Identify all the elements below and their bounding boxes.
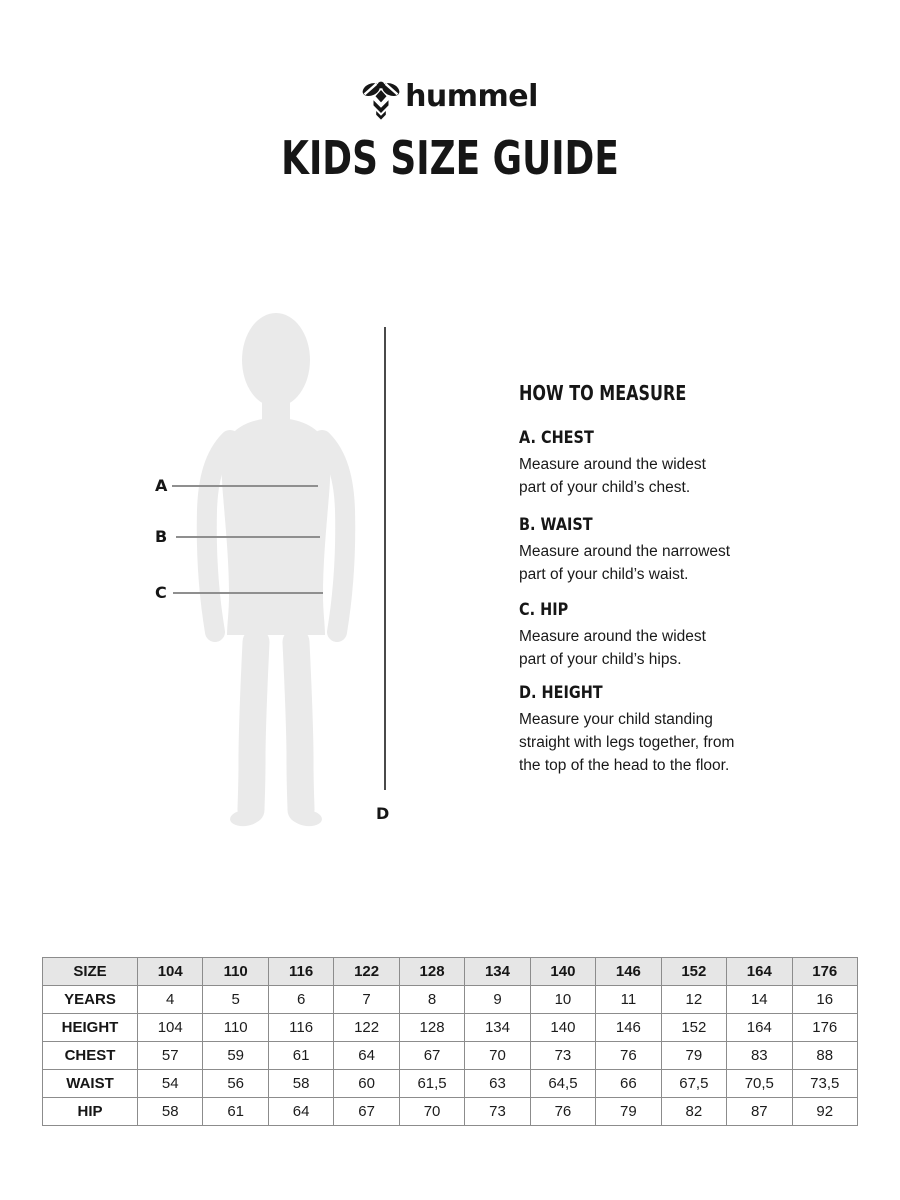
table-header-cell: 146 xyxy=(596,958,661,986)
value-cell: 14 xyxy=(727,986,792,1014)
marker-a-label: A xyxy=(155,476,168,495)
table-header-cell: 134 xyxy=(465,958,530,986)
value-cell: 57 xyxy=(138,1042,203,1070)
table-header-cell: 140 xyxy=(530,958,595,986)
row-label-cell: CHEST xyxy=(43,1042,138,1070)
value-cell: 152 xyxy=(661,1014,726,1042)
value-cell: 61 xyxy=(203,1098,268,1126)
value-cell: 92 xyxy=(792,1098,857,1126)
table-header-cell: 128 xyxy=(399,958,464,986)
table-row xyxy=(43,1098,858,1126)
value-cell: 61,5 xyxy=(399,1070,464,1098)
table-header-cell: SIZE xyxy=(43,958,138,986)
value-cell: 60 xyxy=(334,1070,399,1098)
value-cell: 12 xyxy=(661,986,726,1014)
value-cell: 134 xyxy=(465,1014,530,1042)
table-header-row xyxy=(43,958,858,986)
value-cell: 82 xyxy=(661,1098,726,1126)
table-row xyxy=(43,1070,858,1098)
value-cell: 73 xyxy=(465,1098,530,1126)
value-cell: 9 xyxy=(465,986,530,1014)
hummel-bee-icon xyxy=(362,81,400,122)
value-cell: 73 xyxy=(530,1042,595,1070)
value-cell: 67 xyxy=(334,1098,399,1126)
value-cell: 88 xyxy=(792,1042,857,1070)
value-cell: 64,5 xyxy=(530,1070,595,1098)
marker-d-label: D xyxy=(376,804,390,823)
value-cell: 73,5 xyxy=(792,1070,857,1098)
value-cell: 140 xyxy=(530,1014,595,1042)
measure-section xyxy=(519,430,799,499)
hip-measure-line xyxy=(173,592,323,594)
table-header-cell: 164 xyxy=(727,958,792,986)
value-cell: 122 xyxy=(334,1014,399,1042)
value-cell: 104 xyxy=(138,1014,203,1042)
table-row xyxy=(43,1042,858,1070)
chest-measure-line xyxy=(172,485,318,487)
row-label-cell: WAIST xyxy=(43,1070,138,1098)
table-header-cell: 122 xyxy=(334,958,399,986)
brand-logo xyxy=(0,78,900,122)
waist-measure-line xyxy=(176,536,320,538)
table-header-cell: 116 xyxy=(268,958,333,986)
measure-section-text: Measure your child standing straight with legs together, from the top of the head to the floor. xyxy=(519,711,735,774)
value-cell: 61 xyxy=(268,1042,333,1070)
value-cell: 58 xyxy=(268,1070,333,1098)
value-cell: 110 xyxy=(203,1014,268,1042)
size-table xyxy=(42,957,858,1126)
value-cell: 164 xyxy=(727,1014,792,1042)
value-cell: 4 xyxy=(138,986,203,1014)
value-cell: 76 xyxy=(596,1042,661,1070)
table-header-cell: 176 xyxy=(792,958,857,986)
value-cell: 70,5 xyxy=(727,1070,792,1098)
how-to-measure-panel xyxy=(519,381,799,774)
measure-section-text: Measure around the widest part of your child’s chest. xyxy=(519,456,706,496)
value-cell: 79 xyxy=(596,1098,661,1126)
value-cell: 87 xyxy=(727,1098,792,1126)
value-cell: 70 xyxy=(399,1098,464,1126)
value-cell: 176 xyxy=(792,1014,857,1042)
row-label-cell: HEIGHT xyxy=(43,1014,138,1042)
value-cell: 5 xyxy=(203,986,268,1014)
measure-section-heading: A. CHEST xyxy=(519,428,594,448)
value-cell: 59 xyxy=(203,1042,268,1070)
brand-name: hummel xyxy=(405,79,538,114)
measure-section-text: Measure around the narrowest part of your child’s waist. xyxy=(519,543,731,583)
measure-section xyxy=(519,685,799,777)
value-cell: 16 xyxy=(792,986,857,1014)
how-to-measure-title: HOW TO MEASURE xyxy=(519,381,687,405)
value-cell: 66 xyxy=(596,1070,661,1098)
table-row xyxy=(43,986,858,1014)
value-cell: 67,5 xyxy=(661,1070,726,1098)
value-cell: 8 xyxy=(399,986,464,1014)
value-cell: 64 xyxy=(334,1042,399,1070)
value-cell: 56 xyxy=(203,1070,268,1098)
measure-section-text: Measure around the widest part of your child’s hips. xyxy=(519,628,706,668)
value-cell: 146 xyxy=(596,1014,661,1042)
measure-section-heading: B. WAIST xyxy=(519,515,593,535)
value-cell: 64 xyxy=(268,1098,333,1126)
page-title: KIDS SIZE GUIDE xyxy=(281,131,619,185)
value-cell: 67 xyxy=(399,1042,464,1070)
value-cell: 83 xyxy=(727,1042,792,1070)
row-label-cell: HIP xyxy=(43,1098,138,1126)
value-cell: 54 xyxy=(138,1070,203,1098)
value-cell: 7 xyxy=(334,986,399,1014)
measure-section-heading: D. HEIGHT xyxy=(519,683,603,703)
child-silhouette-figure xyxy=(192,310,360,832)
value-cell: 11 xyxy=(596,986,661,1014)
row-label-cell: YEARS xyxy=(43,986,138,1014)
measure-section-heading: C. HIP xyxy=(519,600,569,620)
height-measure-line xyxy=(384,327,386,790)
value-cell: 79 xyxy=(661,1042,726,1070)
measure-section xyxy=(519,602,799,671)
table-header-cell: 104 xyxy=(138,958,203,986)
value-cell: 6 xyxy=(268,986,333,1014)
value-cell: 76 xyxy=(530,1098,595,1126)
value-cell: 63 xyxy=(465,1070,530,1098)
value-cell: 128 xyxy=(399,1014,464,1042)
value-cell: 70 xyxy=(465,1042,530,1070)
table-row xyxy=(43,1014,858,1042)
marker-c-label: C xyxy=(155,583,167,602)
value-cell: 58 xyxy=(138,1098,203,1126)
marker-b-label: B xyxy=(155,527,168,546)
measure-section xyxy=(519,517,799,586)
value-cell: 116 xyxy=(268,1014,333,1042)
value-cell: 10 xyxy=(530,986,595,1014)
table-header-cell: 110 xyxy=(203,958,268,986)
table-header-cell: 152 xyxy=(661,958,726,986)
